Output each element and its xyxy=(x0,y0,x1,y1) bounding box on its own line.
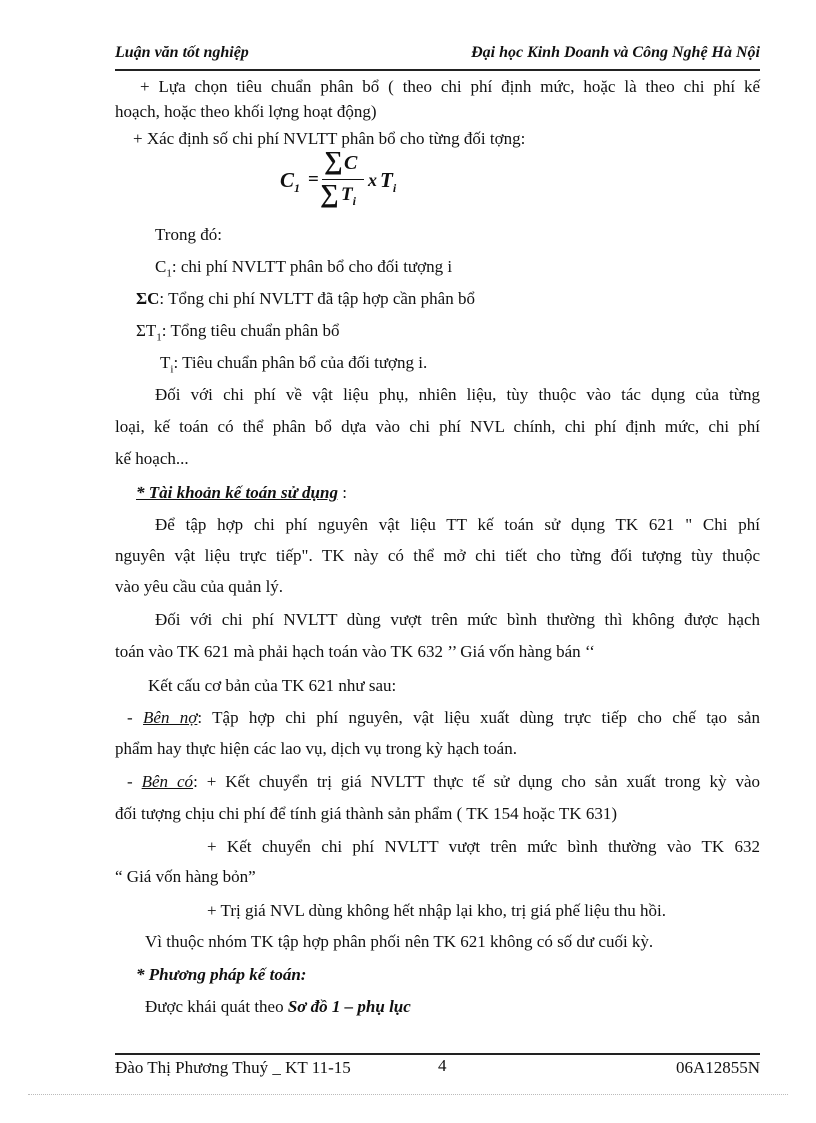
credit-side-line: - Bên có: + Kết chuyển trị giá NVLTT thực tế sử dụng cho sản xuất trong kỳ vào xyxy=(127,772,760,791)
body-line: + Lựa chọn tiêu chuẩn phân bổ ( theo chi phí định mức, hoặc là theo chi phí kế xyxy=(140,77,760,96)
formula-lhs-sub: 1 xyxy=(294,181,301,196)
formula-numerator: C xyxy=(344,152,358,174)
allocation-formula: $C_1$ = ∑ C ∑ $T_i$ x $T_i$ xyxy=(280,146,397,208)
debit-text: : Tập hợp chi phí nguyên, vật liệu xuất dùng trực tiếp cho chế tạo sản xyxy=(197,708,760,727)
body-line: + Kết chuyển chi phí NVLTT vượt trên mức bình thường vào TK 632 xyxy=(207,837,760,856)
symbol-sub: 1 xyxy=(166,267,172,280)
header-thesis-label: Luận văn tốt nghiệp xyxy=(115,44,249,61)
body-line: đối tượng chịu chi phí để tính giá thành sản phẩm ( TK 154 hoặc TK 631) xyxy=(115,804,617,823)
page-bottom-dotted-line xyxy=(28,1094,788,1095)
body-line: Đối với chi phí NVLTT dùng vượt trên mức bình thường thì không được hạch xyxy=(155,610,760,629)
formula-lhs: C xyxy=(280,168,295,192)
symbol: ΣT xyxy=(136,321,157,340)
formula-sigma-bottom: ∑ xyxy=(320,179,339,208)
section-heading-method xyxy=(136,964,781,986)
symbol: C xyxy=(155,257,167,276)
definition-text: : Tổng tiêu chuẩn phân bổ xyxy=(161,321,340,340)
body-line: Để tập hợp chi phí nguyên vật liệu TT kế toán sử dụng TK 621 " Chi phí xyxy=(155,515,760,534)
body-line: kế hoạch... xyxy=(115,449,189,468)
footer-student-id: 06A12855N xyxy=(675,1058,760,1077)
heading-text: * Phương pháp kế toán: xyxy=(136,965,307,984)
symbol-sub: 1 xyxy=(156,331,162,344)
body-line: + Xác định số chi phí NVLTT phân bổ cho từng đối tợng: xyxy=(133,129,526,148)
heading-tail: : xyxy=(337,483,347,502)
definition-sum-t xyxy=(136,320,781,348)
symbol: T xyxy=(160,353,171,372)
section-heading-accounts xyxy=(136,482,781,504)
header-rule xyxy=(115,69,760,71)
reference-prefix: Được khái quát theo xyxy=(145,997,288,1016)
heading-text: * Tài khoản kế toán sử dụng xyxy=(136,483,338,502)
body-line: phẩm hay thực hiện các lao vụ, dịch vụ trong kỳ hạch toán. xyxy=(115,739,517,758)
definition-ti xyxy=(160,352,805,380)
reference-diagram: Sơ đồ 1 – phụ lục xyxy=(287,997,411,1016)
definition-text: : Tổng chi phí NVLTT đã tập hợp cần phân bổ xyxy=(159,289,475,308)
formula-times: x xyxy=(368,170,377,190)
page-footer xyxy=(115,1058,760,1080)
body-line: nguyên vật liệu trực tiếp". TK này có thể mở chi tiết cho từng đối tượng tùy thuộc xyxy=(115,546,760,565)
page-number: 4 xyxy=(438,1056,447,1075)
page-header xyxy=(115,44,760,68)
credit-text: : + Kết chuyển trị giá NVLTT thực tế sử dụng cho sản xuất trong kỳ vào xyxy=(193,772,760,791)
footer-rule xyxy=(115,1053,760,1055)
body-line: toán vào TK 621 mà phải hạch toán vào TK 632 ’’ Giá vốn hàng bán ‘‘ xyxy=(115,642,595,661)
definition-c1 xyxy=(155,256,800,284)
body-line: + Trị giá NVL dùng không hết nhập lại kho, trị giá phế liệu thu hồi. xyxy=(207,901,666,920)
debit-side-line: - Bên nợ: Tập hợp chi phí nguyên, vật liệu xuất dùng trực tiếp cho chế tạo sản xyxy=(127,708,760,727)
body-line: hoạch, hoặc theo khối lợng hoạt động) xyxy=(115,102,377,121)
body-line: Kết cấu cơ bản của TK 621 như sau: xyxy=(148,676,397,695)
formula-rhs: T xyxy=(380,168,393,192)
formula-rhs-sub: i xyxy=(392,181,397,196)
definition-text: : Tiêu chuẩn phân bổ của đối tượng i. xyxy=(173,353,428,372)
body-line-reference xyxy=(145,996,790,1018)
definition-sum-c xyxy=(136,288,781,310)
formula-denominator: T xyxy=(341,184,353,205)
formula-den-sub: i xyxy=(352,193,356,208)
credit-label: Bên có xyxy=(141,772,194,791)
body-line: Trong đó: xyxy=(155,225,222,244)
footer-author: Đào Thị Phương Thuý _ KT 11-15 xyxy=(115,1058,351,1077)
debit-label: Bên nợ xyxy=(143,708,198,727)
body-line: Đối với chi phí về vật liệu phụ, nhiên liệu, tùy thuộc vào tác dụng của từng xyxy=(155,385,760,404)
body-line: Vì thuộc nhóm TK tập hợp phân phối nên TK 621 không có số dư cuối kỳ. xyxy=(145,932,654,951)
body-line: loại, kế toán có thể phân bổ dựa vào chi phí NVL chính, chi phí định mức, chi phí xyxy=(115,417,760,436)
symbol-sub: i xyxy=(170,363,174,376)
header-university: Đại học Kinh Doanh và Công Nghệ Hà Nội xyxy=(471,44,760,61)
body-line: “ Giá vốn hàng bỏn” xyxy=(115,867,256,886)
definition-text: : chi phí NVLTT phân bổ cho đối tượng i xyxy=(171,257,453,276)
symbol: ΣC xyxy=(136,289,160,308)
formula-sigma-top: ∑ xyxy=(324,146,343,175)
body-line: vào yêu cầu của quản lý. xyxy=(115,577,284,596)
